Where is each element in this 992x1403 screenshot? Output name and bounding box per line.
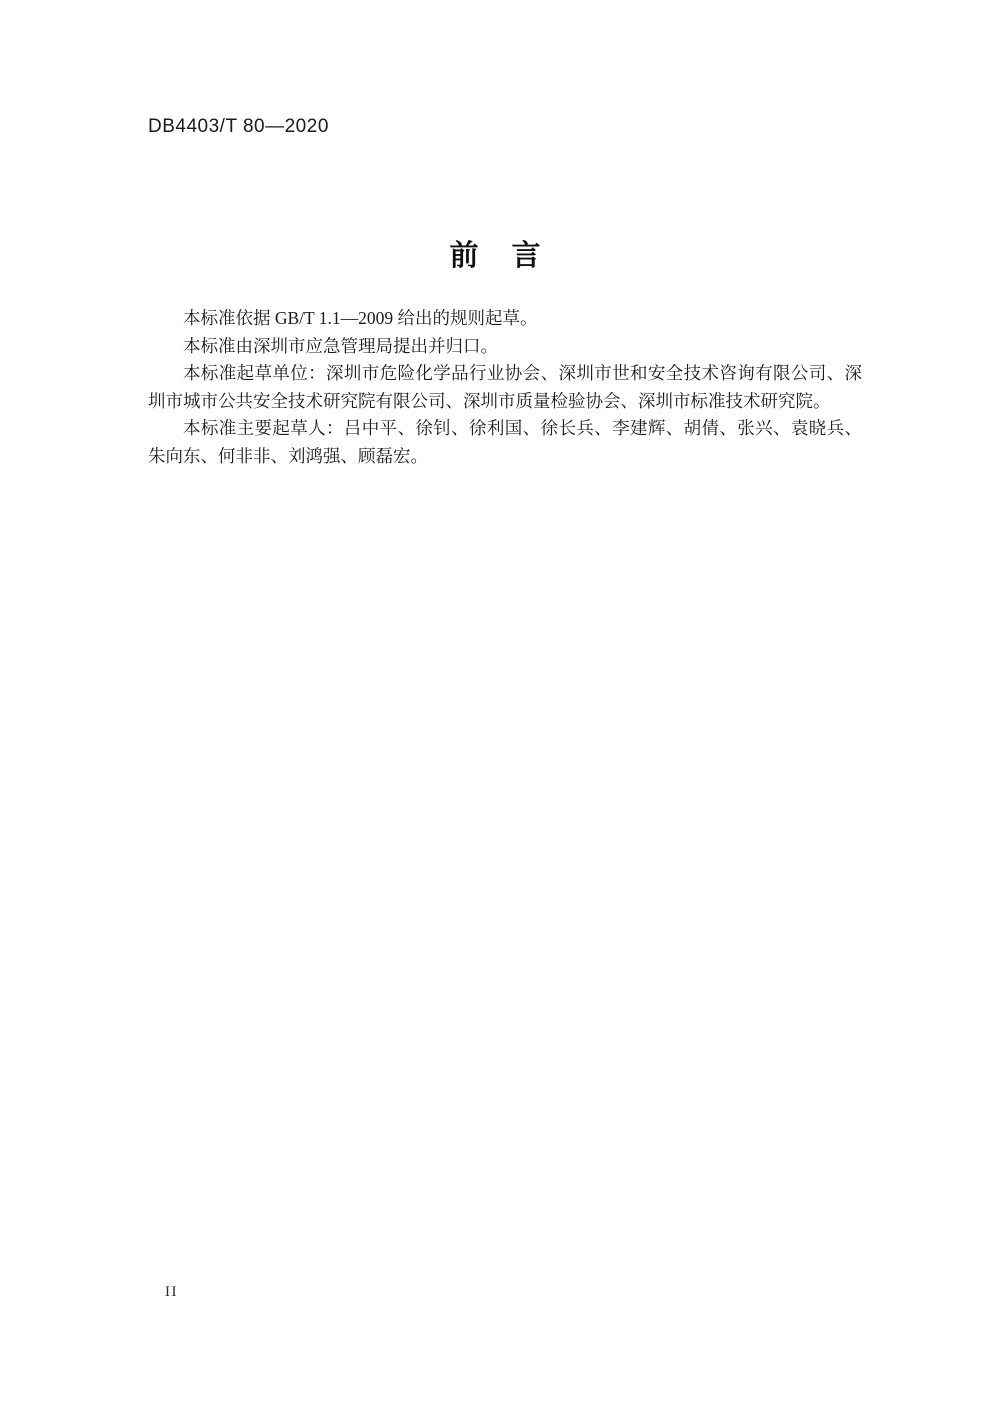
page-title: 前 言: [449, 240, 543, 273]
document-number: DB4403/T 80—2020: [148, 116, 329, 137]
paragraph-proposing-authority: 本标准由深圳市应急管理局提出并归口。: [183, 335, 498, 356]
paragraph-main-drafters: 本标准主要起草人：吕中平、徐钊、徐利国、徐长兵、李建辉、胡倩、张兴、袁晓兵、朱向东、何非非、刘鸿强、顾磊宏。: [148, 418, 862, 466]
paragraph-drafting-organizations: 本标准起草单位：深圳市危险化学品行业协会、深圳市世和安全技术咨询有限公司、深圳市城市公共安全技术研究院有限公司、深圳市质量检验协会、深圳市标准技术研究院。: [148, 363, 862, 411]
page-number: II: [165, 1284, 178, 1300]
paragraph-drafting-rules: 本标准依据 GB/T 1.1—2009 给出的规则起草。: [183, 308, 538, 328]
foreword-body: [148, 305, 862, 471]
